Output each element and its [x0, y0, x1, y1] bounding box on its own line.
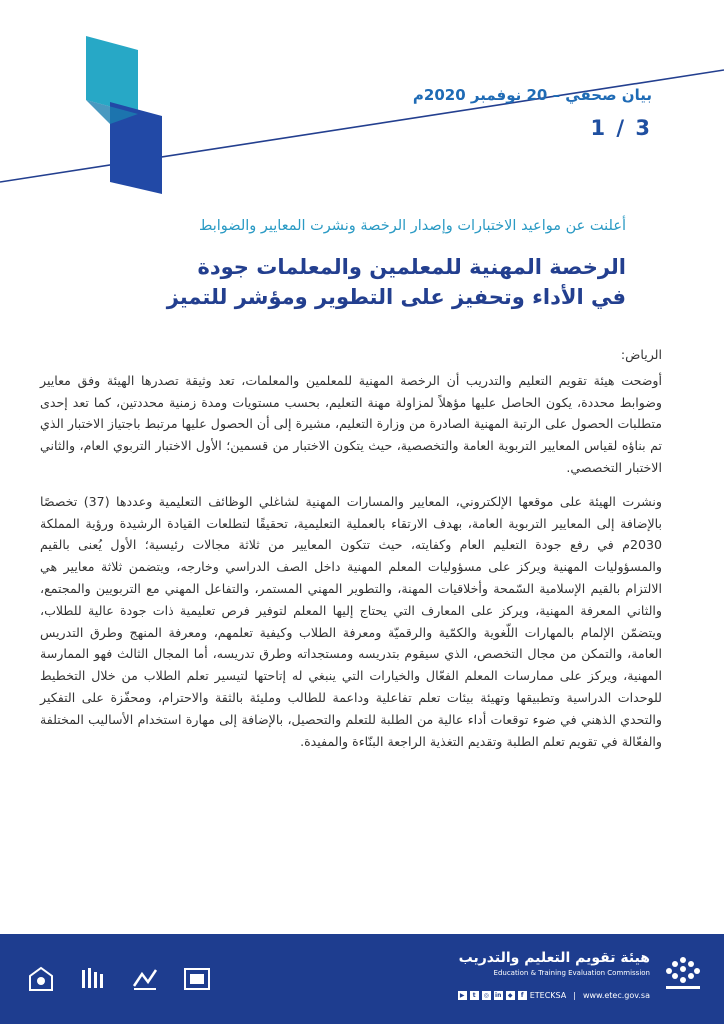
etec-logo-icon — [660, 954, 706, 994]
facebook-icon[interactable]: f — [518, 991, 527, 1000]
partner-logo-2 — [78, 964, 108, 994]
article-title — [66, 252, 626, 312]
instagram-icon[interactable]: ◎ — [483, 992, 489, 999]
paragraph-2: ونشرت الهيئة على موقعها الإلكتروني، المعايير والمسارات المهنية لشاغلي الوظائف التعليمية وعددها (37) تخصصًا بالإضافة إلى المعايير التربوية العامة، بهدف الارتقاء بالعملية التعليمية، تحقيقًا لتطلعات القيادة الرشيدة ورؤية المملكة 2030م في رفع جودة التعليم العام وكفايته، حيث تتكون المعايير من ثلاثة مجالات رئيسية؛ الأول يُعنى بالقيم والمسؤوليات المهنية ويركز على مسؤوليات المعلم المهنية داخل الصف الدراسي وخارجه، ويتضمن ثلاثة معايير هي الالتزام بالقيم الإسلامية السّمحة وأخلاقيات المهنة، والتطوير المهني المستمر، والتفاعل المهني مع التربويين والمجتمع، والثاني المعرفة المهنية، ويركز على المعارف التي يحتاج إليها المعلم لتوفير فرص تعليمية ذات جودة عالية للطلاب، ويتضمّن الإلمام بالمهارات اللّغوية والكمّية والرقميّة ومعرفة الطلاب وكيفية تعلمهم، ومعرفة المنهج وطرق التدريس العامة، والتمكن من مجال التخصص، الذي سيقوم بتدريسه ومستجداته وطرق تدريسه، أما المجال الثالث فهو الممارسة المهنية، ويركز على ممارسات المعلم الفعّال والخيارات التي ينبغي له إتاحتها لتيسير تعلم الطلاب من خلال التخطيط للوحدات الدراسية وتطبيقها وتهيئة بيئات تعلم تفاعلية وداعمة للطالب ومليئة بالثقة والاحترام، ومحفّزة على التفكير والتحدي الذهني في ضوء توقعات أداء عالية من الطلبة للتعلم والتحصيل، بالإضافة إلى مهارة استخدام الأساليب المختلفة والفعّالة في تقويم تعلم الطلبة وتقديم التغذية الراجعة البنّاءة والمفيدة. — [40, 493, 662, 749]
page-indicator: 3 / 1 — [590, 116, 652, 140]
website-link[interactable]: www.etec.gov.sa — [582, 991, 650, 1000]
partner-logo-3 — [130, 964, 160, 994]
social-handle: ETECKSA — [529, 991, 567, 1000]
snapchat-icon[interactable]: ◆ — [506, 991, 515, 1000]
social-bar — [458, 991, 650, 1000]
org-identity — [459, 950, 650, 977]
twitter-icon[interactable]: t — [470, 991, 479, 1000]
title-line-1: الرخصة المهنية للمعلمين والمعلمات جودة — [197, 255, 626, 279]
youtube-icon[interactable]: ▶ — [458, 991, 467, 1000]
release-meta — [413, 86, 652, 140]
org-name-ar: هيئة تقويم التعليم والتدريب — [458, 950, 650, 966]
article-body — [40, 344, 662, 764]
title-line-2: في الأداء وتحفيز على التطوير ومؤشر للتميز — [166, 285, 626, 309]
release-date: بيان صحفي – 20 نوفمبر 2020م — [412, 86, 652, 104]
partner-logos — [26, 964, 212, 994]
linkedin-icon[interactable]: in — [495, 992, 502, 999]
paragraph-1: أوضحت هيئة تقويم التعليم والتدريب أن الرخصة المهنية للمعلمين والمعلمات، تعد وثيقة تصدرها الهيئة وفق معايير وضوابط محددة، يكون الحاصل عليها مؤهلاً لمزاولة مهنة التعليم، بحسب مستويات ومدة زمنية محددتين، كما تعد إحدى متطلبات الحصول على الرتبة المهنية الصادرة من وزارة التعليم، مشيرة إلى أن الحصول عليها مرتبط باجتياز الاختبار الذي تم بناؤه لقياس المعايير التربوية العامة والتخصصية، حيث يتكون الاختبار من قسمين؛ الأول الاختبار التربوي العام، والثاني الاختبار التخصصي. — [40, 372, 662, 475]
footer-bar — [0, 934, 724, 1024]
partner-logo-1 — [26, 964, 56, 994]
org-name-en: Education & Training Evaluation Commission — [493, 969, 650, 977]
dateline-location: الرياض: — [620, 347, 662, 362]
partner-logo-4 — [182, 964, 212, 994]
footer-separator: | — [573, 991, 576, 1000]
article-subtitle: أعلنت عن مواعيد الاختبارات وإصدار الرخصة ونشرت المعايير والضوابط — [198, 218, 626, 234]
